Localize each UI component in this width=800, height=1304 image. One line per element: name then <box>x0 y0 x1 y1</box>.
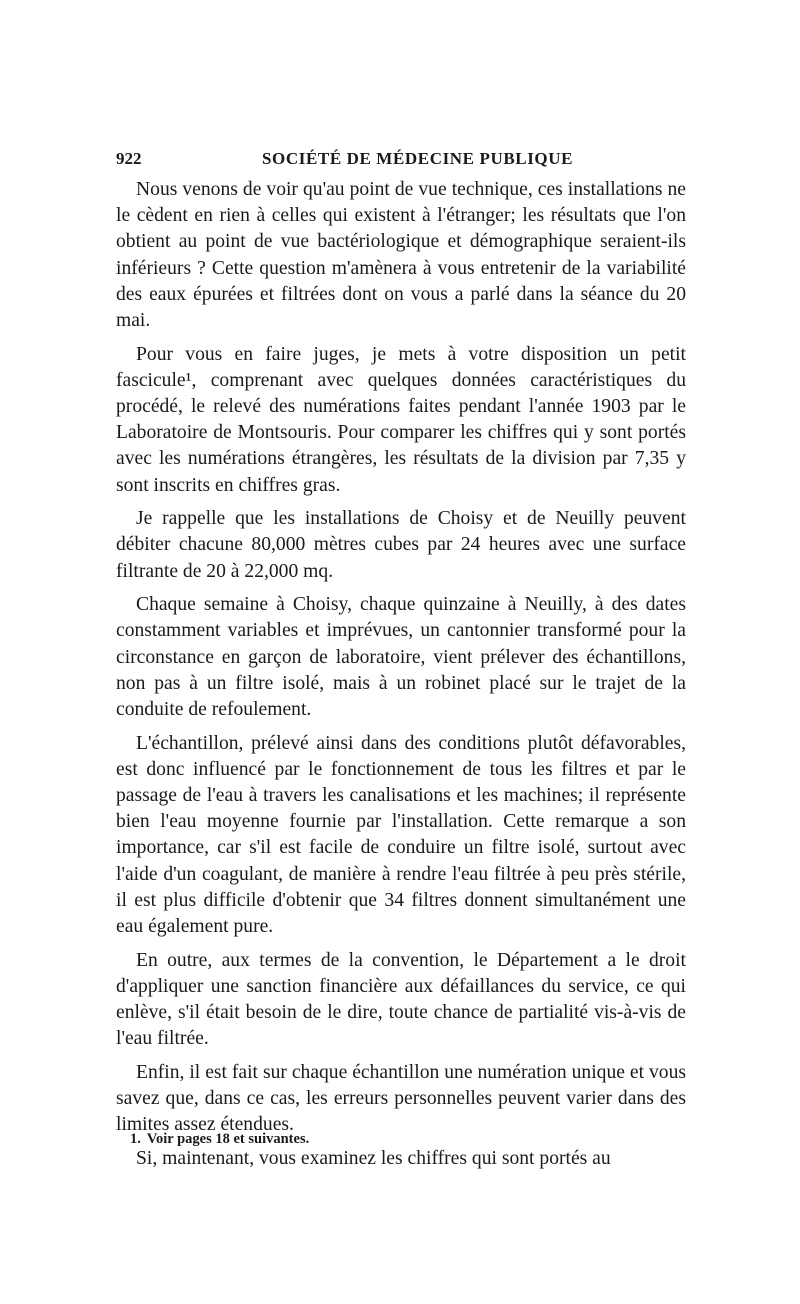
paragraph: En outre, aux termes de la convention, le Département a le droit d'appliquer une sanction financière aux défaillances du service, ce qui enlève, s'il était besoin de le dire, toute chance de partialité vis-à-vis de l'eau filtrée. <box>116 949 686 1050</box>
footnote <box>130 1131 686 1148</box>
page-number: 922 <box>116 149 142 168</box>
page-header <box>116 149 686 173</box>
paragraph: Nous venons de voir qu'au point de vue technique, ces installations ne le cèdent en rien à celles qui existent à l'étranger; les résultats que l'on obtient au point de vue bactériologique et démographique seraient-ils inférieurs ? Cette question m'amènera à vous entretenir de la variabilité des eaux épurées et filtrées dont on vous a parlé dans la séance du 20 mai. <box>116 179 686 332</box>
paragraph: L'échantillon, prélevé ainsi dans des conditions plutôt défavorables, est donc influencé par le fonctionnement de tous les filtres et par le passage de l'eau à travers les canalisations et les machines; il représente bien l'eau moyenne fournie par l'installation. Cette remarque a son importance, car s'il est facile de conduire un filtre isolé, surtout avec l'aide d'un coagulant, de manière à rendre l'eau filtrée à peu près stérile, il est plus difficile d'obtenir que 34 filtres donnent simultanément une eau également pure. <box>116 732 686 938</box>
paragraph: Je rappelle que les installations de Choisy et de Neuilly peuvent débiter chacune 80,000 mètres cubes par 24 heures avec une surface filtrante de 20 à 22,000 mq. <box>116 508 686 582</box>
running-head: SOCIÉTÉ DE MÉDECINE PUBLIQUE <box>262 149 574 168</box>
paragraph: Si, maintenant, vous examinez les chiffres qui sont portés au <box>136 1147 611 1169</box>
footnote-text: Voir pages 18 et suivantes. <box>146 1131 310 1147</box>
paragraph: Chaque semaine à Choisy, chaque quinzaine à Neuilly, à des dates constamment variables et imprévues, un cantonnier transformé pour la circonstance en garçon de laboratoire, vient prélever des échantillons, non pas à un filtre isolé, mais à un robinet placé sur le trajet de la conduite de refoulement. <box>116 594 686 721</box>
footnote-number: 1. <box>130 1131 141 1147</box>
body-text <box>116 177 686 1172</box>
paragraph: Pour vous en faire juges, je mets à votre disposition un petit fascicule¹, comprenant avec quelques données caractéristiques du procédé, le relevé des numérations faites pendant l'année 1903 par le Laboratoire de Montsouris. Pour comparer les chiffres qui y sont portés avec les numérations étrangères, les résultats de la division par 7,35 y sont inscrits en chiffres gras. <box>116 343 686 496</box>
paragraph: Enfin, il est fait sur chaque échantillon une numération unique et vous savez que, dans ce cas, les erreurs personnelles peuvent varier dans des limites assez étendues. <box>116 1061 686 1136</box>
